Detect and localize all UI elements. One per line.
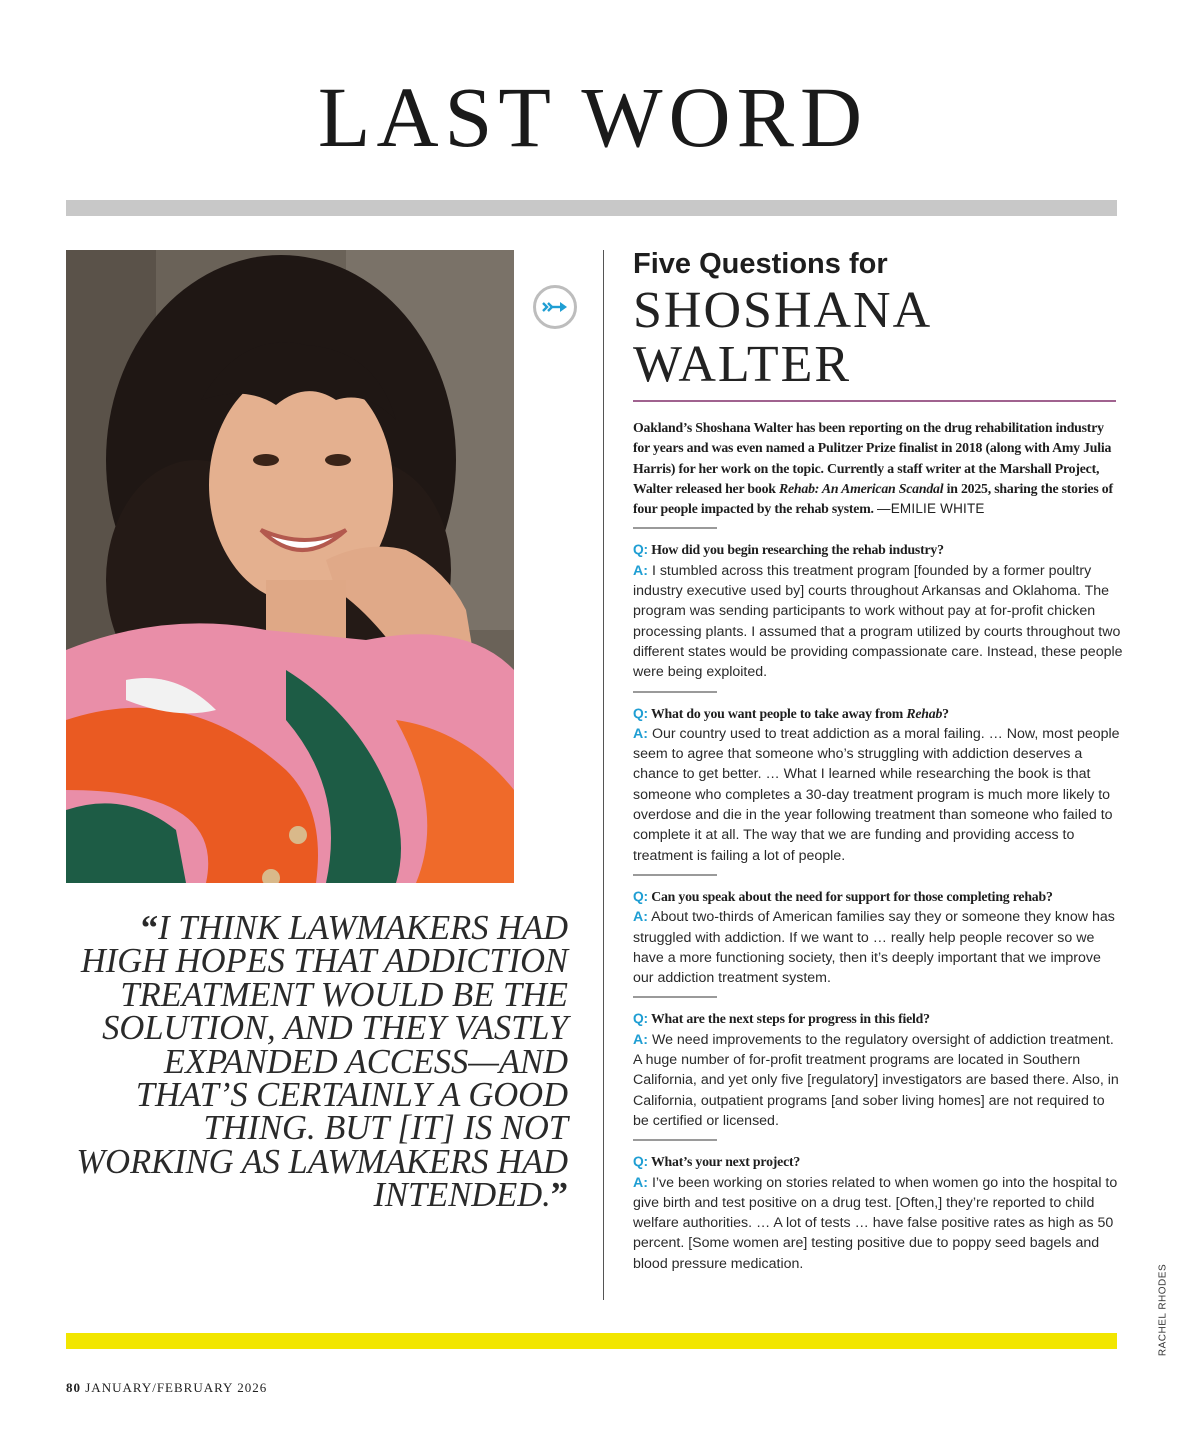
question-text: How did you begin researching the rehab industry? (651, 542, 944, 558)
close-quote-mark: ” (550, 1176, 568, 1215)
portrait-photo (66, 250, 514, 883)
headline-rule (633, 400, 1116, 402)
question-text: What are the next steps for progress in this field? (650, 1011, 930, 1027)
pull-quote-text: I THINK LAWMAKERS HAD HIGH HOPES THAT ADDICTION TREATMENT WOULD BE THE SOLUTION, AND THEY VASTLY EXPANDED ACCESS—AND THAT’S CERTAINLY A GOOD THING. BUT [IT] IS NOT WORKING AS LAWMAKERS HAD INTENDED. (76, 909, 568, 1215)
photo-credit: RACHEL RHODES (1157, 1263, 1169, 1357)
headline-line-2: WALTER (633, 336, 852, 393)
answer (633, 907, 1123, 988)
answer-text: About two-thirds of American families say they or someone they know has struggled with addiction. If we want to … really help people recover so we have a more functioning society, then it’s deeply important that we improve our addiction treatment system. (633, 909, 1115, 987)
qa-item (633, 874, 1123, 988)
section-title: LAST WORD (317, 69, 869, 165)
qa-divider (633, 874, 717, 876)
qa-item (633, 1139, 1123, 1274)
a-label: A: (633, 1031, 648, 1048)
intro-text-a: Oakland’s Shoshana Walter has been reporting on the drug rehabilitation industry for years and was even named a Pulitzer Prize finalist in 2018 (along with Amy Julia Harris) for her work on the topic. Currently a staff writer at the Marshall Project, Walter released her book (633, 420, 1112, 496)
page-number: 80 (66, 1380, 81, 1395)
answer (633, 1030, 1123, 1131)
a-label: A: (633, 1174, 648, 1191)
intro-text-b: in 2025, sharing the stories of four people impacted by the rehab system. (633, 480, 1113, 517)
intro-paragraph (633, 418, 1123, 519)
folio (66, 1380, 267, 1396)
headline-line-1: SHOSHANA (633, 282, 933, 339)
intro-book-title: Rehab: An American Scandal (779, 480, 944, 496)
issue-date: JANUARY/FEBRUARY 2026 (85, 1380, 268, 1395)
pull-quote (70, 909, 568, 1215)
question (633, 704, 1123, 724)
qa-divider (633, 527, 717, 529)
qa-divider (633, 691, 717, 693)
q-label: Q: (633, 1154, 648, 1170)
answer-text: We need improvements to the regulatory oversight of addiction treatment. A huge number of for-profit treatment programs are located in Southern California, and yet only five [regulatory] investigators are based there. Also, in California, outpatient programs [and sober living homes] are not required to be certified or licensed. (633, 1031, 1119, 1129)
question-text: What’s your next project? (650, 1154, 801, 1170)
column-divider (603, 250, 604, 1300)
q-label: Q: (633, 888, 648, 904)
question (633, 887, 1123, 907)
a-label: A: (633, 562, 648, 579)
answer (633, 561, 1123, 683)
question-book-title: Rehab (906, 705, 943, 721)
answer-text: Our country used to treat addiction as a moral failing. … Now, most people seem to agree that someone who’s struggling with addiction deserves a chance to get better. … What I learned while researching the book is that someone who completes a 30-day treatment program is much more likely to overdose and die in the year following treatment than someone who failed to complete it at all. The way that we are funding and providing access to treatment is failing a lot of people. (633, 725, 1120, 864)
answer-text: I’ve been working on stories related to when women go into the hospital to give birth and test positive on a drug test. [Often,] they’re reported to child welfare authorities. … A lot of tests … have false positive rates as high as 50 percent. [Some women are] testing positive due to poppy seed bagels and blood pressure medication. (633, 1174, 1118, 1272)
qa-divider (633, 1139, 717, 1141)
question (633, 540, 1123, 560)
answer (633, 724, 1123, 866)
question (633, 1152, 1123, 1172)
question-text-end: ? (942, 705, 949, 721)
footer-bar (66, 1333, 1117, 1349)
answer (633, 1173, 1123, 1274)
header-divider (66, 200, 1117, 216)
article-kicker: Five Questions for (633, 248, 888, 280)
article (633, 246, 1123, 1274)
answer-text: I stumbled across this treatment program [founded by a former poultry industry executive used by] courts throughout Arkansas and Oklahoma. The program was sending participants to work without pay at for-profit chicken processing plants. I assumed that a program utilized by courts throughout two different states would be providing compassionate care. Instead, these people were being exploited. (633, 562, 1123, 681)
qa-item (633, 691, 1123, 866)
open-quote-mark: “ (140, 909, 159, 947)
qa-item (633, 527, 1123, 682)
byline: —EMILIE WHITE (877, 501, 985, 517)
a-label: A: (633, 725, 648, 742)
qa-item (633, 996, 1123, 1131)
arrow-icon (533, 285, 577, 329)
question-text: Can you speak about the need for support for those completing rehab? (651, 888, 1053, 904)
a-label: A: (633, 909, 648, 926)
article-headline (633, 284, 1123, 392)
question-text: What do you want people to take away from (650, 705, 907, 721)
q-label: Q: (633, 542, 648, 558)
q-label: Q: (633, 1011, 648, 1027)
question (633, 1009, 1123, 1029)
qa-divider (633, 996, 717, 998)
q-label: Q: (633, 705, 648, 721)
